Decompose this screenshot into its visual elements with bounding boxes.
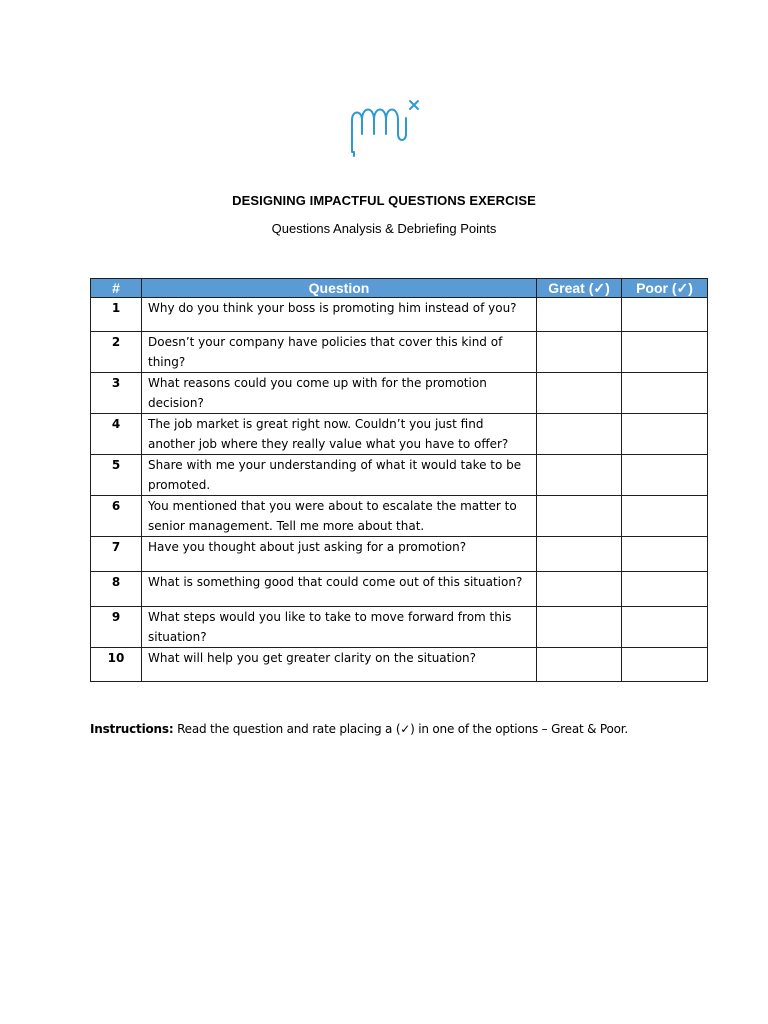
document-title: DESIGNING IMPACTFUL QUESTIONS EXERCISE xyxy=(232,193,536,208)
question-text: You mentioned that you were about to escalate the matter to senior management. Tell me more about that. xyxy=(142,496,537,537)
question-text: Have you thought about just asking for a promotion? xyxy=(142,537,537,572)
poor-rating-cell[interactable] xyxy=(622,496,708,537)
document-subtitle: Questions Analysis & Debriefing Points xyxy=(271,221,497,236)
row-number: 10 xyxy=(91,648,142,682)
row-number: 2 xyxy=(91,332,142,373)
table-row xyxy=(91,572,708,607)
question-text: The job market is great right now. Couldn’t you just find another job where they really value what you have to offer? xyxy=(142,414,537,455)
great-rating-cell[interactable] xyxy=(537,298,622,332)
poor-rating-cell[interactable] xyxy=(622,414,708,455)
poor-rating-cell[interactable] xyxy=(622,332,708,373)
row-number: 9 xyxy=(91,607,142,648)
great-rating-cell[interactable] xyxy=(537,332,622,373)
table-row xyxy=(91,332,708,373)
question-text: What reasons could you come up with for the promotion decision? xyxy=(142,373,537,414)
poor-rating-cell[interactable] xyxy=(622,572,708,607)
great-rating-cell[interactable] xyxy=(537,496,622,537)
row-number: 7 xyxy=(91,537,142,572)
great-rating-cell[interactable] xyxy=(537,373,622,414)
instructions-paragraph xyxy=(90,722,628,736)
question-text: What is something good that could come out of this situation? xyxy=(142,572,537,607)
great-rating-cell[interactable] xyxy=(537,607,622,648)
poor-rating-cell[interactable] xyxy=(622,607,708,648)
table-header-row xyxy=(91,279,708,298)
mx-logo-icon xyxy=(346,96,426,160)
question-text: Doesn’t your company have policies that cover this kind of thing? xyxy=(142,332,537,373)
poor-rating-cell[interactable] xyxy=(622,455,708,496)
great-rating-cell[interactable] xyxy=(537,455,622,496)
table-row xyxy=(91,537,708,572)
instructions-text: Read the question and rate placing a (✓) in one of the options – Great & Poor. xyxy=(173,722,629,736)
column-header-question: Question xyxy=(142,279,537,298)
table-row xyxy=(91,648,708,682)
questions-table xyxy=(90,278,708,682)
poor-rating-cell[interactable] xyxy=(622,648,708,682)
question-text: Share with me your understanding of what it would take to be promoted. xyxy=(142,455,537,496)
question-text: Why do you think your boss is promoting him instead of you? xyxy=(142,298,537,332)
row-number: 5 xyxy=(91,455,142,496)
question-text: What steps would you like to take to move forward from this situation? xyxy=(142,607,537,648)
great-rating-cell[interactable] xyxy=(537,648,622,682)
column-header-poor: Poor (✓) xyxy=(622,279,708,298)
great-rating-cell[interactable] xyxy=(537,537,622,572)
row-number: 3 xyxy=(91,373,142,414)
table-row xyxy=(91,414,708,455)
row-number: 4 xyxy=(91,414,142,455)
instructions-label: Instructions: xyxy=(90,722,174,736)
poor-rating-cell[interactable] xyxy=(622,373,708,414)
great-rating-cell[interactable] xyxy=(537,572,622,607)
table-row xyxy=(91,496,708,537)
column-header-number: # xyxy=(91,279,142,298)
poor-rating-cell[interactable] xyxy=(622,537,708,572)
poor-rating-cell[interactable] xyxy=(622,298,708,332)
column-header-great: Great (✓) xyxy=(537,279,622,298)
table-row xyxy=(91,455,708,496)
table-row xyxy=(91,298,708,332)
row-number: 1 xyxy=(91,298,142,332)
great-rating-cell[interactable] xyxy=(537,414,622,455)
row-number: 6 xyxy=(91,496,142,537)
table-row xyxy=(91,373,708,414)
table-row xyxy=(91,607,708,648)
row-number: 8 xyxy=(91,572,142,607)
question-text: What will help you get greater clarity on the situation? xyxy=(142,648,537,682)
